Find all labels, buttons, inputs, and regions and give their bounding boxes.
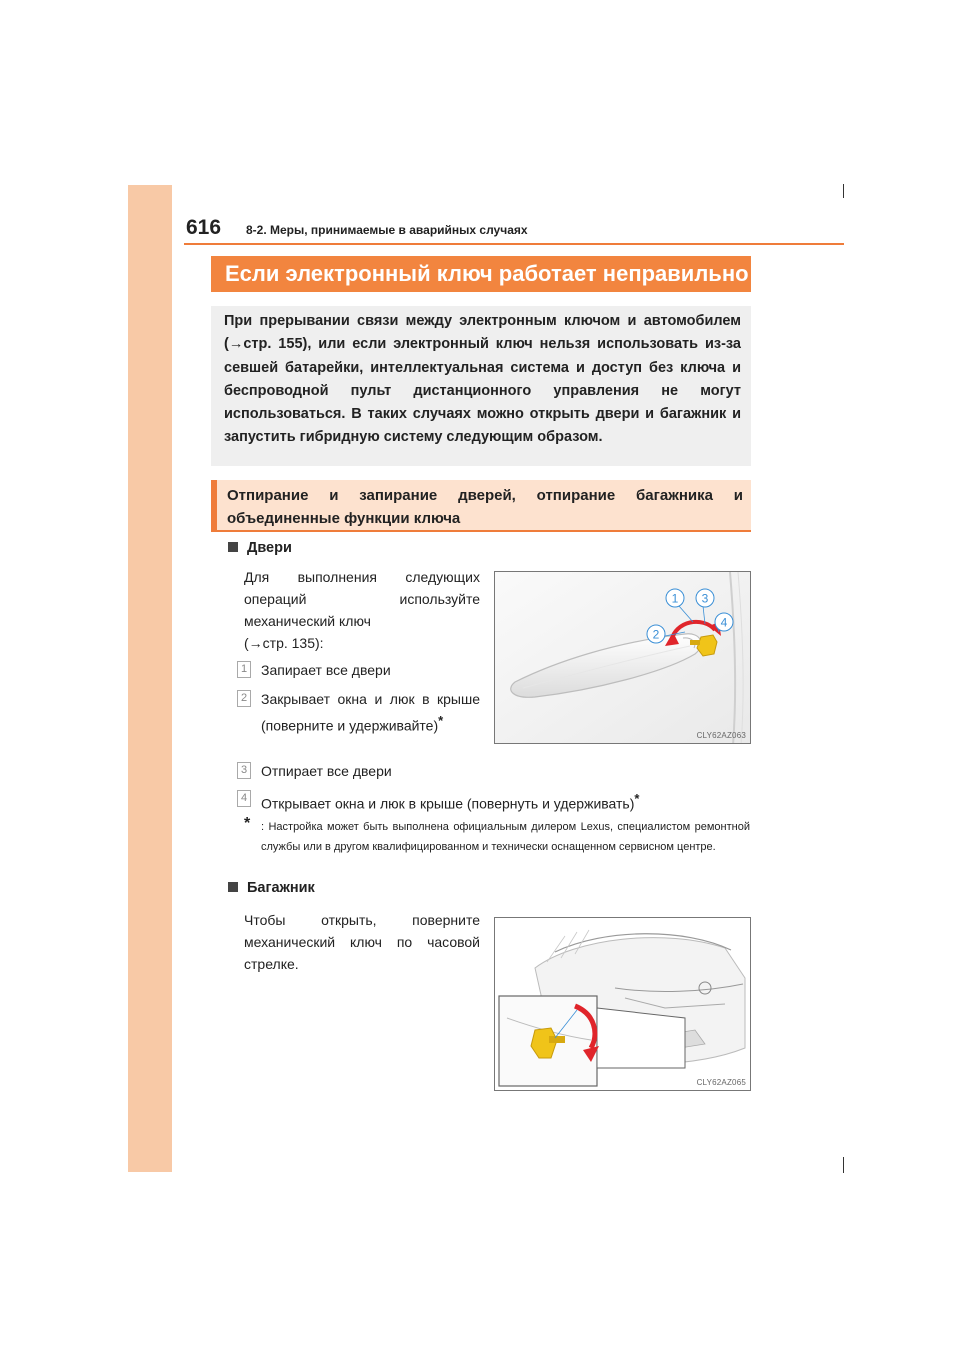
header-divider	[184, 243, 844, 245]
svg-text:1: 1	[671, 591, 679, 606]
doors-paragraph	[244, 566, 480, 654]
square-bullet-icon	[228, 542, 238, 552]
intro-text: При прерывании связи между электронным ключом и автомобилем (→стр. 155), или если электронный ключ нельзя использовать из-за севшей батарейки, интеллектуальная система и доступ без ключа и беспроводной пульт дистанционного управления не могут использоваться. В таких случаях можно открыть двери и багажник и запустить гибридную систему следующим образом.	[224, 313, 741, 446]
trunk-paragraph: Чтобы открыть, поверните механический ключ по часовой стрелке.	[244, 912, 480, 972]
footnote-star: *	[438, 713, 444, 728]
crop-mark-top	[843, 184, 844, 198]
footnote-star: *	[634, 791, 640, 806]
figure-code: CLY62AZ063	[696, 731, 746, 740]
doors-title	[228, 540, 292, 556]
figure-label-2	[647, 625, 665, 643]
svg-text:3: 3	[701, 591, 709, 606]
doors-text: Для выполнения следующих операций используйте механический ключ	[244, 569, 480, 629]
list-item-text: Запирает все двери	[261, 662, 391, 678]
list-item-text-main: Закрывает окна и люк в крыше (поверните и удерживайте)	[261, 691, 480, 734]
number-badge: 3	[237, 762, 251, 779]
page-number: 616	[186, 216, 222, 239]
trunk-title-text: Багажник	[247, 880, 315, 896]
number-badge: 1	[237, 661, 251, 678]
figure-label-3	[696, 589, 714, 607]
list-item-text	[261, 788, 639, 815]
trunk-illustration	[495, 918, 751, 1091]
svg-text:4: 4	[720, 615, 728, 630]
trunk-figure	[494, 917, 751, 1091]
svg-text:2: 2	[652, 627, 660, 642]
footnote	[244, 817, 750, 857]
trunk-title	[228, 880, 315, 896]
door-handle-figure	[494, 571, 751, 744]
square-bullet-icon	[228, 882, 238, 892]
footnote-star: *	[244, 815, 251, 832]
number-badge: 4	[237, 790, 251, 807]
figure-label-1	[666, 589, 684, 607]
intro-box	[211, 306, 751, 466]
figure-code: CLY62AZ065	[696, 1078, 746, 1087]
list-item-text-main: Открывает окна и люк в крыше (повернуть и удерживать)	[261, 795, 635, 812]
number-badge: 2	[237, 690, 251, 707]
list-item-text	[261, 688, 480, 737]
doors-page-ref: (→стр. 135):	[244, 635, 324, 651]
subheading-text: Отпирание и запирание дверей, отпирание багажника и объединенные функции ключа	[227, 487, 743, 527]
doors-title-text: Двери	[247, 540, 292, 556]
section-heading: Если электронный ключ работает неправильно	[211, 256, 751, 292]
crop-mark-bottom	[843, 1157, 844, 1173]
chapter-title: 8-2. Меры, принимаемые в аварийных случаях	[246, 223, 528, 237]
footnote-text: : Настройка может быть выполнена официальным дилером Lexus, специалистом ремонтной службы или в другом квалифицированном и технически оснащенном сервисном центре.	[261, 821, 750, 853]
door-handle-illustration	[495, 572, 751, 744]
side-tab-bar	[128, 185, 172, 1172]
list-item-text: Отпирает все двери	[261, 763, 392, 779]
figure-label-4	[715, 613, 733, 631]
subheading-box	[211, 480, 751, 532]
